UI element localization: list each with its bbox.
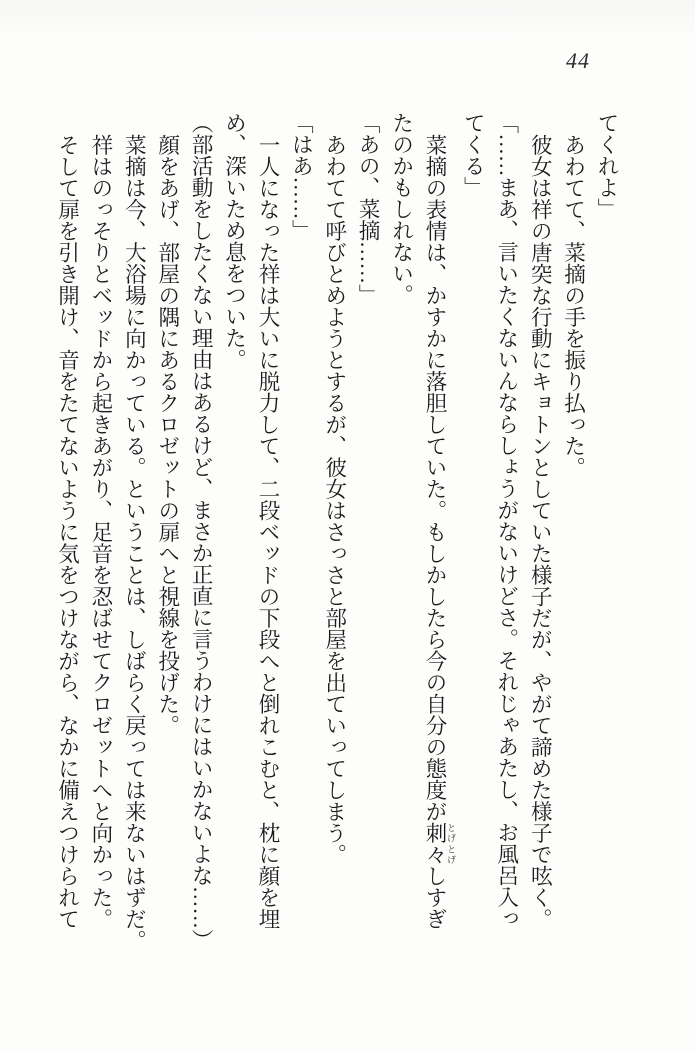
page-text-block — [50, 112, 623, 970]
ruby-annotated-word: 刺々 とげとげ — [422, 821, 456, 865]
text-line: め、深いため息をついた。 — [222, 112, 247, 370]
text-line: 菜摘は今、大浴場に向かっている。ということは、しばらく戻っては来ないはずだ。 — [122, 133, 147, 951]
text-line: 「はあ……」 — [289, 112, 314, 241]
text-line: たのかもしれない。 — [389, 112, 414, 306]
text-line: てくれよ」 — [595, 112, 619, 220]
text-line: 「……まあ、言いたくないんならしょうがないけどさ。それじゃあたし、お風呂入っ — [494, 112, 519, 929]
text-line: てくる」 — [461, 112, 486, 198]
text-line: 菜摘の表情は、かすかに落胆していた。もしかしたら今の自分の態度が刺々 とげとげしすぎ — [422, 133, 456, 929]
text-line: あわてて呼びとめようとするが、彼女はさっさと部屋を出ていってしまう。 — [322, 133, 347, 865]
text-line: 顔をあげ、部屋の隅にあるクロゼットの扉へと視線を投げた。 — [155, 133, 180, 736]
page-number: 44 — [566, 48, 590, 73]
text-line: 「あの、菜摘……」 — [356, 112, 381, 306]
text-line: 一人になった祥は大いに脱力して、二段ベッドの下段へと倒れこむと、枕に顔を埋 — [255, 133, 280, 929]
text-line: 彼女は祥の唐突な行動にキョトンとしていた様子だが、やがて諦めた様子で呟く。 — [528, 133, 553, 929]
text-line: （部活動をしたくない理由はあるけど、まさか正直に言うわけにはいかないよな……） — [189, 112, 214, 951]
text-line: 祥はのっそりとベッドから起きあがり、足音を忍ばせてクロゼットへと向かった。 — [88, 133, 113, 929]
furigana: とげとげ — [445, 821, 456, 865]
text-line: そして扉を引き開け、音をたてないように気をつけながら、なかに備えつけられて — [55, 133, 80, 929]
text-line: あわてて、菜摘の手を振り払った。 — [561, 133, 586, 478]
